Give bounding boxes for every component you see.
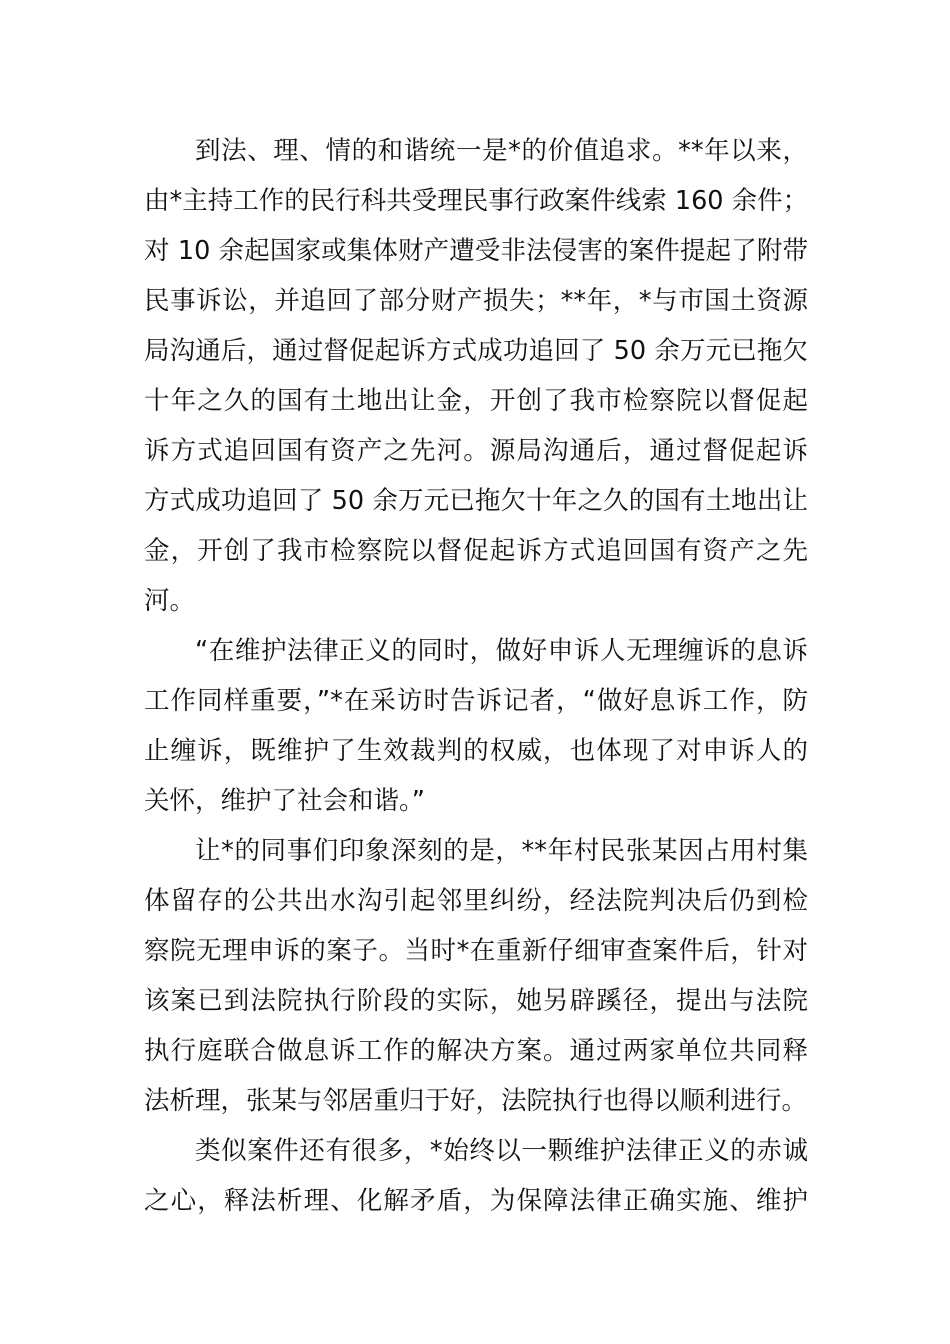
text-line: 关怀，维护了社会和谐。”: [144, 786, 425, 816]
text-line: 该案已到法院执行阶段的实际，她另辟蹊径，提出与法院: [144, 986, 808, 1016]
paragraph-2: [144, 626, 808, 826]
text-line: 对 10 余起国家或集体财产遭受非法侵害的案件提起了附带: [144, 236, 808, 266]
text-line: 止缠诉，既维护了生效裁判的权威，也体现了对申诉人的: [144, 736, 808, 766]
text-line: 十年之久的国有土地出让金，开创了我市检察院以督促起: [144, 386, 808, 416]
text-line: 让*的同事们印象深刻的是，**年村民张某因占用村集: [195, 836, 808, 866]
text-line: 到法、理、情的和谐统一是*的价值追求。**年以来，: [195, 136, 808, 166]
text-line: 金，开创了我市检察院以督促起诉方式追回国有资产之先: [144, 536, 808, 566]
paragraph-4: [144, 1126, 808, 1226]
text-line: 法析理，张某与邻居重归于好，法院执行也得以顺利进行。: [144, 1086, 808, 1116]
text-line: 体留存的公共出水沟引起邻里纠纷，经法院判决后仍到检: [144, 886, 808, 916]
text-line: 执行庭联合做息诉工作的解决方案。通过两家单位共同释: [144, 1036, 808, 1066]
text-line: 由*主持工作的民行科共受理民事行政案件线索 160 余件；: [144, 186, 809, 216]
text-line: 局沟通后，通过督促起诉方式成功追回了 50 余万元已拖欠: [144, 336, 808, 366]
paragraph-3: [144, 826, 808, 1126]
text-line: 察院无理申诉的案子。当时*在重新仔细审查案件后，针对: [144, 936, 808, 966]
text-line: 方式成功追回了 50 余万元已拖欠十年之久的国有土地出让: [144, 486, 808, 516]
text-line: “在维护法律正义的同时，做好申诉人无理缠诉的息诉: [195, 636, 808, 666]
text-line: 民事诉讼，并追回了部分财产损失；**年，*与市国土资源: [144, 286, 808, 316]
text-line: 类似案件还有很多，*始终以一颗维护法律正义的赤诚: [195, 1136, 808, 1166]
text-line: 河。: [144, 586, 196, 616]
text-line: 工作同样重要，”*在采访时告诉记者，“做好息诉工作，防: [144, 686, 808, 716]
text-line: 诉方式追回国有资产之先河。源局沟通后，通过督促起诉: [144, 436, 808, 466]
document-body: [144, 126, 808, 1226]
paragraph-1: [144, 126, 808, 626]
text-line: 之心，释法析理、化解矛盾，为保障法律正确实施、维护: [144, 1186, 808, 1216]
